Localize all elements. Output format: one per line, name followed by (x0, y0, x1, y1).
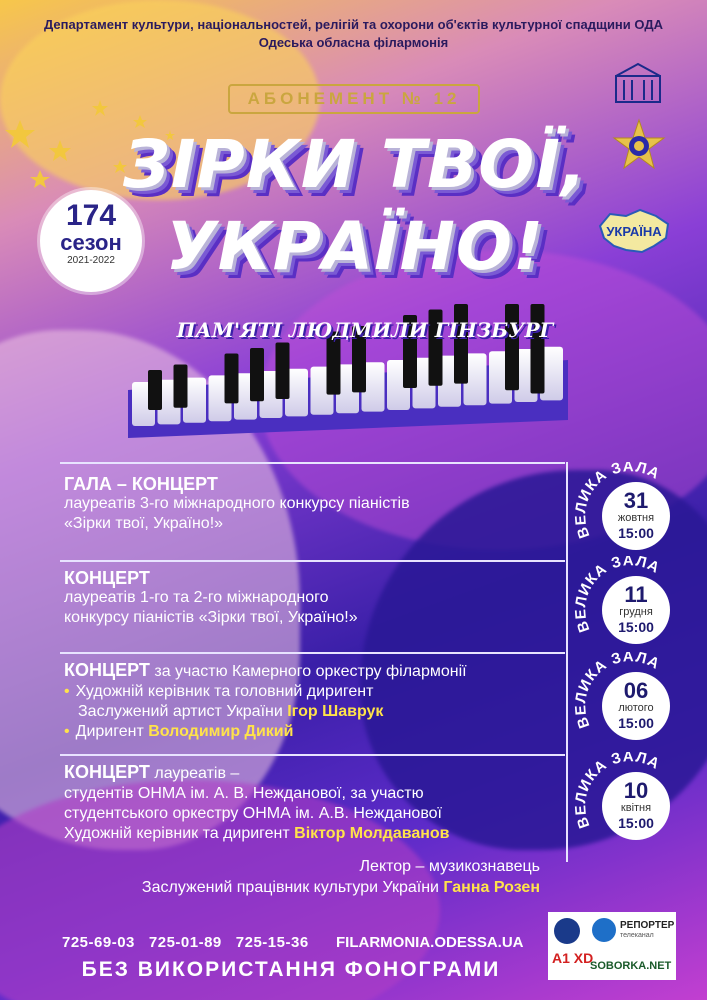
event-line: Заслужений артист України (78, 703, 288, 720)
date-badge (572, 752, 680, 860)
subtitle: ПАМ'ЯТІ ЛЮДМИЛИ ГІНЗБУРГ (176, 318, 554, 342)
date-badge (572, 462, 680, 570)
date-badge (572, 556, 680, 664)
reporter-logo-sub: телеканал (620, 932, 654, 939)
a1-logo-text: А1 ХD (552, 950, 594, 966)
event-heading: ГАЛА – КОНЦЕРТ (64, 474, 218, 494)
date-circle (602, 672, 670, 740)
event-concert-3 (64, 762, 564, 844)
header (0, 16, 707, 52)
event-line: «Зірки твої, Україно!» (64, 515, 224, 532)
lector (40, 856, 540, 898)
performer-name: Володимир Дикий (148, 723, 294, 740)
reporter-logo-icon (592, 918, 616, 942)
no-phonogram-note: БЕЗ ВИКОРИСТАННЯ ФОНОГРАМИ (81, 958, 501, 981)
divider (60, 462, 565, 464)
event-gala (64, 474, 564, 534)
philharmonic-logo-icon (612, 62, 664, 106)
vertical-divider (566, 462, 568, 862)
divider (60, 652, 565, 654)
date-circle (602, 772, 670, 840)
divider (60, 754, 565, 756)
date-day: 06 (623, 678, 649, 703)
performer-name: Ігор Шаврук (287, 703, 384, 720)
sponsor-logos (548, 912, 676, 980)
date-month: жовтня (617, 512, 655, 524)
south-wave-logo-icon (554, 918, 580, 944)
date-time: 15:00 (618, 525, 654, 541)
event-line: Диригент (75, 723, 149, 740)
phone-numbers: 725-69-03 725-01-89 725-15-36 (62, 934, 309, 951)
event-line: студентського оркестру ОНМА ім. А.В. Нежданової (64, 805, 442, 822)
event-line: студентів ОНМА ім. А. В. Нежданової, за участю (64, 785, 424, 802)
hall-label: ВЕЛИКА ЗАЛА (572, 652, 663, 731)
header-department: Департамент культури, національностей, релігій та охорони об'єктів культурної спадщини ОДА (44, 17, 663, 32)
title-line-2: УКРАЇНО! (165, 208, 545, 285)
date-time: 15:00 (618, 619, 654, 635)
lector-role: Лектор – музикознавець (359, 858, 540, 875)
event-heading: КОНЦЕРТ (64, 568, 150, 588)
season-years: 2021-2022 (67, 255, 115, 266)
ukraine-map-logo-icon (596, 206, 672, 258)
event-heading: КОНЦЕРТ (64, 762, 150, 782)
event-line: Художній керівник та диригент (64, 825, 295, 842)
date-month: грудня (619, 606, 653, 618)
black-key (276, 343, 290, 400)
date-month: лютого (618, 702, 654, 714)
date-day: 31 (623, 488, 649, 513)
black-key (454, 304, 468, 384)
bullet-icon: • (64, 723, 70, 740)
event-line: лауреатів 3-го міжнародного конкурсу піаністів (64, 495, 410, 512)
event-line: лауреатів 1-го та 2-го міжнародного (64, 589, 329, 606)
soborka-logo-text: SOBORKA.NET (590, 960, 672, 972)
date-time: 15:00 (618, 815, 654, 831)
season-number: 174 (65, 199, 117, 232)
event-heading: КОНЦЕРТ (64, 660, 150, 680)
ukraine-logo-text: УКРАЇНА (606, 224, 662, 239)
reporter-logo-text: РЕПОРТЕР (620, 920, 675, 931)
event-heading-rest: лауреатів – (149, 765, 240, 782)
date-day: 10 (623, 778, 649, 803)
event-concert-2 (64, 660, 564, 742)
black-key (250, 348, 264, 401)
date-day: 11 (624, 582, 648, 607)
event-line: Художній керівник та головний диригент (75, 683, 374, 700)
event-line: конкурсу піаністів «Зірки твої, Україно!» (64, 609, 358, 626)
bullet-icon: • (64, 683, 70, 700)
date-month: квітня (620, 802, 652, 814)
website-link[interactable]: FILARMONIA.ODESSA.UA (336, 934, 524, 951)
black-key (174, 365, 188, 408)
title-line-1: ЗІРКИ ТВОЇ, (122, 126, 588, 203)
season-label: сезон (60, 230, 122, 255)
lector-name: Ганна Розен (443, 879, 540, 896)
black-key (225, 354, 239, 404)
date-badge (572, 652, 680, 760)
header-philharmonic: Одеська обласна філармонія (258, 35, 449, 50)
black-key (148, 370, 162, 410)
event-concert-1 (64, 568, 564, 628)
divider (60, 560, 565, 562)
lector-title: Заслужений працівник культури України (141, 879, 444, 896)
date-circle (602, 576, 670, 644)
hall-label: ВЕЛИКА ЗАЛА (572, 752, 663, 831)
event-heading-rest: за участю Камерного оркестру філармонії (149, 663, 467, 680)
hall-label: ВЕЛИКА ЗАЛА (572, 462, 663, 541)
black-key (505, 304, 519, 390)
subscription-label: АБОНЕМЕНТ № 12 (228, 84, 480, 114)
season-badge (40, 190, 142, 292)
festival-star-icon (612, 118, 666, 172)
hall-label: ВЕЛИКА ЗАЛА (572, 556, 663, 635)
date-time: 15:00 (618, 715, 654, 731)
date-circle (602, 482, 670, 550)
performer-name: Віктор Молдаванов (294, 825, 450, 842)
